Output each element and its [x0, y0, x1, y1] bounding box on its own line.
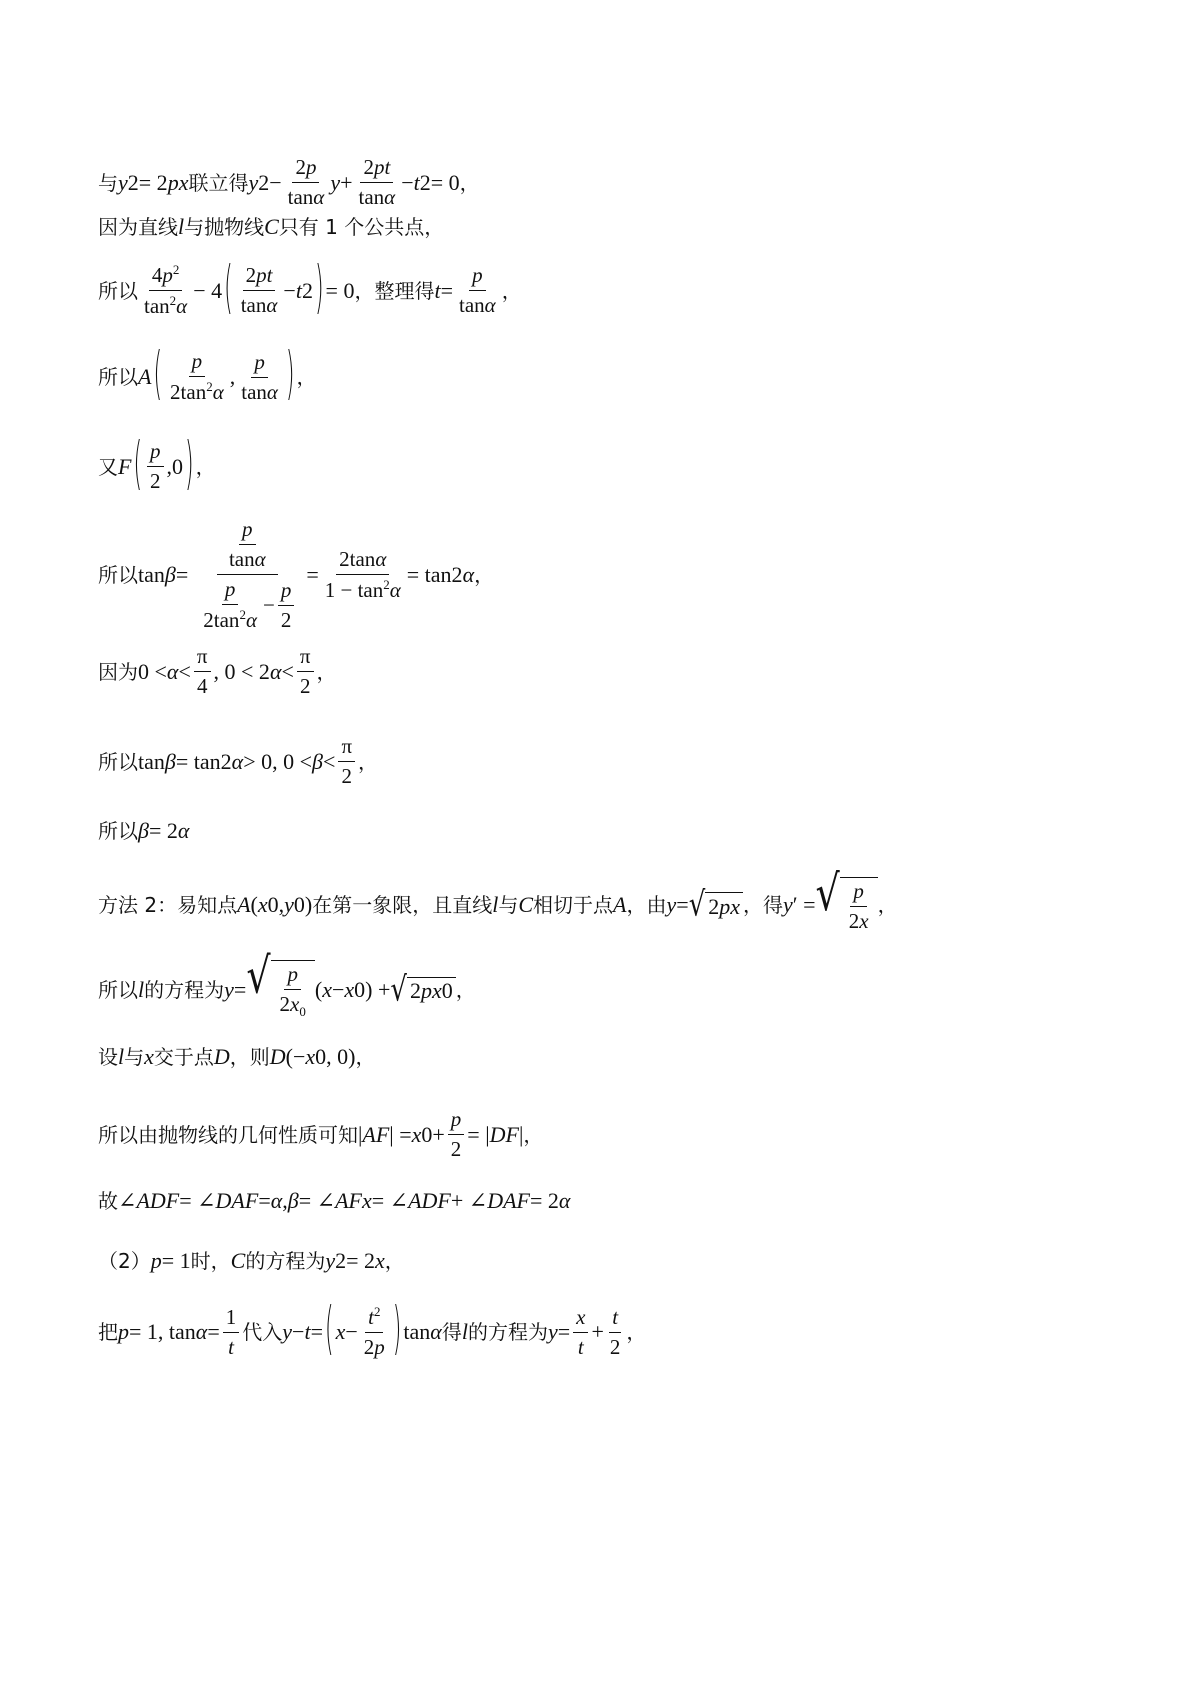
line-9: 所以 β = 2 α — [98, 818, 190, 843]
line-4: 所以 A ( $\frac{p}{2\tan^2\alpha}$ , $\frac{p}{\tan\alpha}$ ) ， — [98, 350, 317, 404]
line-6: 所以 tan β = $\frac{p}{\tan\alpha}$ $\frac{p}{2\tan^2\alpha}$ − $\frac{p}{2}$ = $\frac{2\tan\alpha}{1 - \tan^2\alpha}$ = tan2 α ， — [98, 517, 495, 633]
line-1: 与 y 2 = 2 px 联立得 y 2 − $\frac{2p}{\tan\alpha}$ y + $\frac{2pt}{\tan\alpha}$ − t 2 = 0 ， — [98, 155, 480, 210]
line-13: 所以由抛物线的几何性质可知 | AF | = x 0 + $\frac{p}{2}$ = | DF | ， — [98, 1107, 544, 1162]
line-8: 所以 tan β = tan2 α > 0, 0 < β < $\frac{\pi}{2}$ ， — [98, 734, 379, 789]
line-2: 因为直线 l 与抛物线 C 只有 1 个公共点， — [98, 214, 445, 239]
line-12: 设 l 与 x 交于点 D ，则 D (− x 0 , 0) ， — [98, 1044, 376, 1069]
line-15: （2） p = 1 时， C 的方程为 y 2 = 2 x ， — [98, 1248, 405, 1273]
line-7: 因为 0 < α < $\frac{\pi}{4}$ , 0 < 2 α < $\frac{\pi}{2}$ ， — [98, 644, 337, 699]
line-10: 方法 2：易知点 A ( x 0 , y 0 ) 在第一象限，且直线 l 与 C 相切于点 A ，由 y = √ 2 px ，得 y ′ = √ $\frac{p}{2x}$ ， — [98, 864, 898, 934]
line-16: 把 p = 1, tan α = $\frac{1}{t}$ 代入 y − t = ( x − $\frac{t^2}{2p}$ ) tan α 得 l 的方程为 y = $\frac{x}{t}$ + $\frac{t}{2}$ ， — [98, 1305, 646, 1359]
line-3: 所以 $\frac{4p^2}{\tan^2\alpha}$ − 4 ( $\frac{2pt}{\tan\alpha}$ − t 2 ) = 0 ，整理得 t = $\frac{p}{\tan\alpha}$ ， — [98, 263, 522, 318]
line-5: 又 F ( $\frac{p}{2}$ ,0 ) ， — [98, 440, 216, 493]
line-11: 所以 l 的方程为 y = √ $\frac{p}{2x_0}$ ( x − x 0 ) + √ 2 px 0 ， — [98, 947, 476, 1020]
line-14: 故 ∠ ADF = ∠ DAF = α , β = ∠ AFx = ∠ ADF + ∠ DAF = 2 α — [98, 1188, 571, 1213]
